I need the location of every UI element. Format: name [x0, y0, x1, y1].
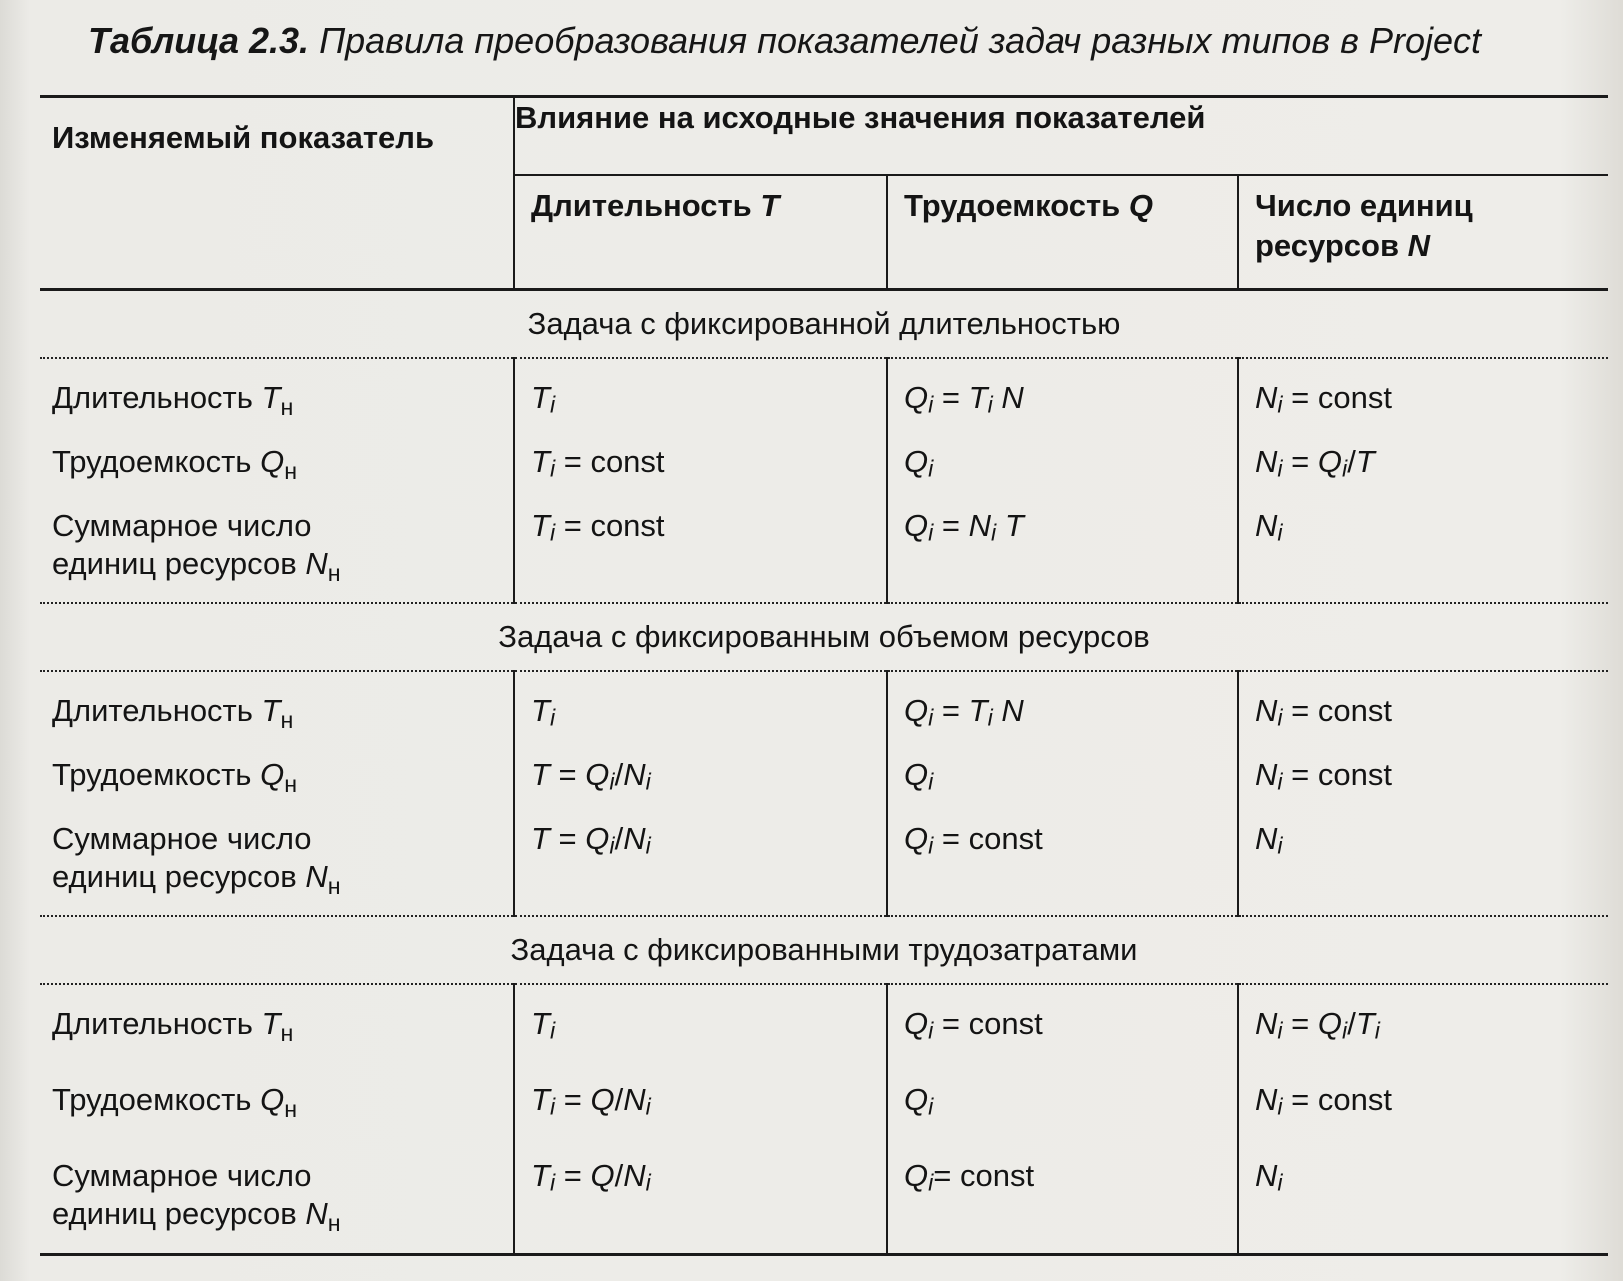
section-rows: [40, 984, 1608, 1254]
section-row: [40, 290, 1608, 359]
duration-cell: Ti = const: [514, 507, 887, 603]
section-row: [40, 916, 1608, 984]
units-cell: Ni: [1255, 821, 1283, 859]
duration-cell: T = Qi/Ni: [514, 820, 887, 916]
table-row: [40, 671, 1608, 756]
units-cell: Ni = const: [1255, 693, 1392, 731]
section-rows: [40, 358, 1608, 603]
section-rows: [40, 671, 1608, 916]
section-heading-group: [40, 603, 1608, 671]
section-title: Задача с фиксированным объемом ресурсов: [40, 603, 1608, 671]
column-header-work: Трудоемкость Q: [887, 175, 1238, 290]
param-cell: Трудоемкость $Q_н$: [40, 443, 514, 507]
param-cell: Длительность $T_н$: [40, 984, 514, 1081]
table-row: [40, 1081, 1608, 1157]
units-cell: Ni = const: [1255, 380, 1392, 418]
param-cell: Трудоемкость $Q_н$: [40, 756, 514, 820]
duration-cell: Ti = const: [514, 443, 887, 507]
work-cell: Qi = Ti N: [887, 358, 1238, 443]
duration-cell: Ti = Q/Ni: [514, 1157, 887, 1254]
table-header: [40, 97, 1608, 290]
table-row: [40, 984, 1608, 1081]
table-row: [40, 358, 1608, 443]
units-cell: Ni: [1255, 508, 1283, 546]
group-column-header: Влияние на исходные значения показателей: [514, 97, 1608, 176]
work-cell: Qi = Ti N: [887, 671, 1238, 756]
duration-cell: T = Qi/Ni: [514, 756, 887, 820]
units-cell: Ni = const: [1255, 1082, 1392, 1121]
param-cell: Длительность $T_н$: [40, 358, 514, 443]
work-cell: Qi: [887, 1081, 1238, 1157]
duration-cell: Ti: [514, 358, 887, 443]
param-cell: Суммарное число единиц ресурсов $N_н$: [40, 820, 514, 916]
units-cell: Ni = Qi/Ti: [1255, 1006, 1380, 1045]
section-heading-group: [40, 290, 1608, 359]
section-title: Задача с фиксированной длительностью: [40, 290, 1608, 359]
duration-cell: Ti = Q/Ni: [514, 1081, 887, 1157]
conversion-rules-table: [40, 95, 1608, 1256]
section-heading-group: [40, 916, 1608, 984]
param-cell: Трудоемкость $Q_н$: [40, 1081, 514, 1157]
param-cell: Суммарное число единиц ресурсов $N_н$: [40, 1157, 514, 1254]
table-caption: [88, 20, 1608, 62]
table-row: [40, 820, 1608, 916]
table-row: [40, 443, 1608, 507]
column-header-units: Число единиц ресурсов N: [1238, 175, 1608, 290]
section-row: [40, 603, 1608, 671]
caption-label: Таблица 2.3.: [88, 20, 310, 61]
section-title: Задача с фиксированными трудозатратами: [40, 916, 1608, 984]
table-row: [40, 1157, 1608, 1254]
work-cell: Qi: [887, 756, 1238, 820]
table-row: [40, 507, 1608, 603]
duration-cell: Ti: [514, 671, 887, 756]
param-cell: Суммарное число единиц ресурсов $N_н$: [40, 507, 514, 603]
work-cell: Qi= const: [887, 1157, 1238, 1254]
caption-text: Правила преобразования показателей задач разных типов в Project: [319, 20, 1481, 61]
units-cell: Ni: [1255, 1158, 1283, 1197]
units-cell: Ni = Qi/T: [1255, 444, 1375, 482]
table-row: [40, 756, 1608, 820]
duration-cell: Ti: [514, 984, 887, 1081]
work-cell: Qi = const: [887, 984, 1238, 1081]
column-header-duration: Длительность T: [514, 175, 887, 290]
work-cell: Qi = const: [887, 820, 1238, 916]
work-cell: Qi: [887, 443, 1238, 507]
work-cell: Qi = Ni T: [887, 507, 1238, 603]
param-cell: Длительность $T_н$: [40, 671, 514, 756]
units-cell: Ni = const: [1255, 757, 1392, 795]
param-column-header: Изменяемый показатель: [40, 97, 514, 290]
